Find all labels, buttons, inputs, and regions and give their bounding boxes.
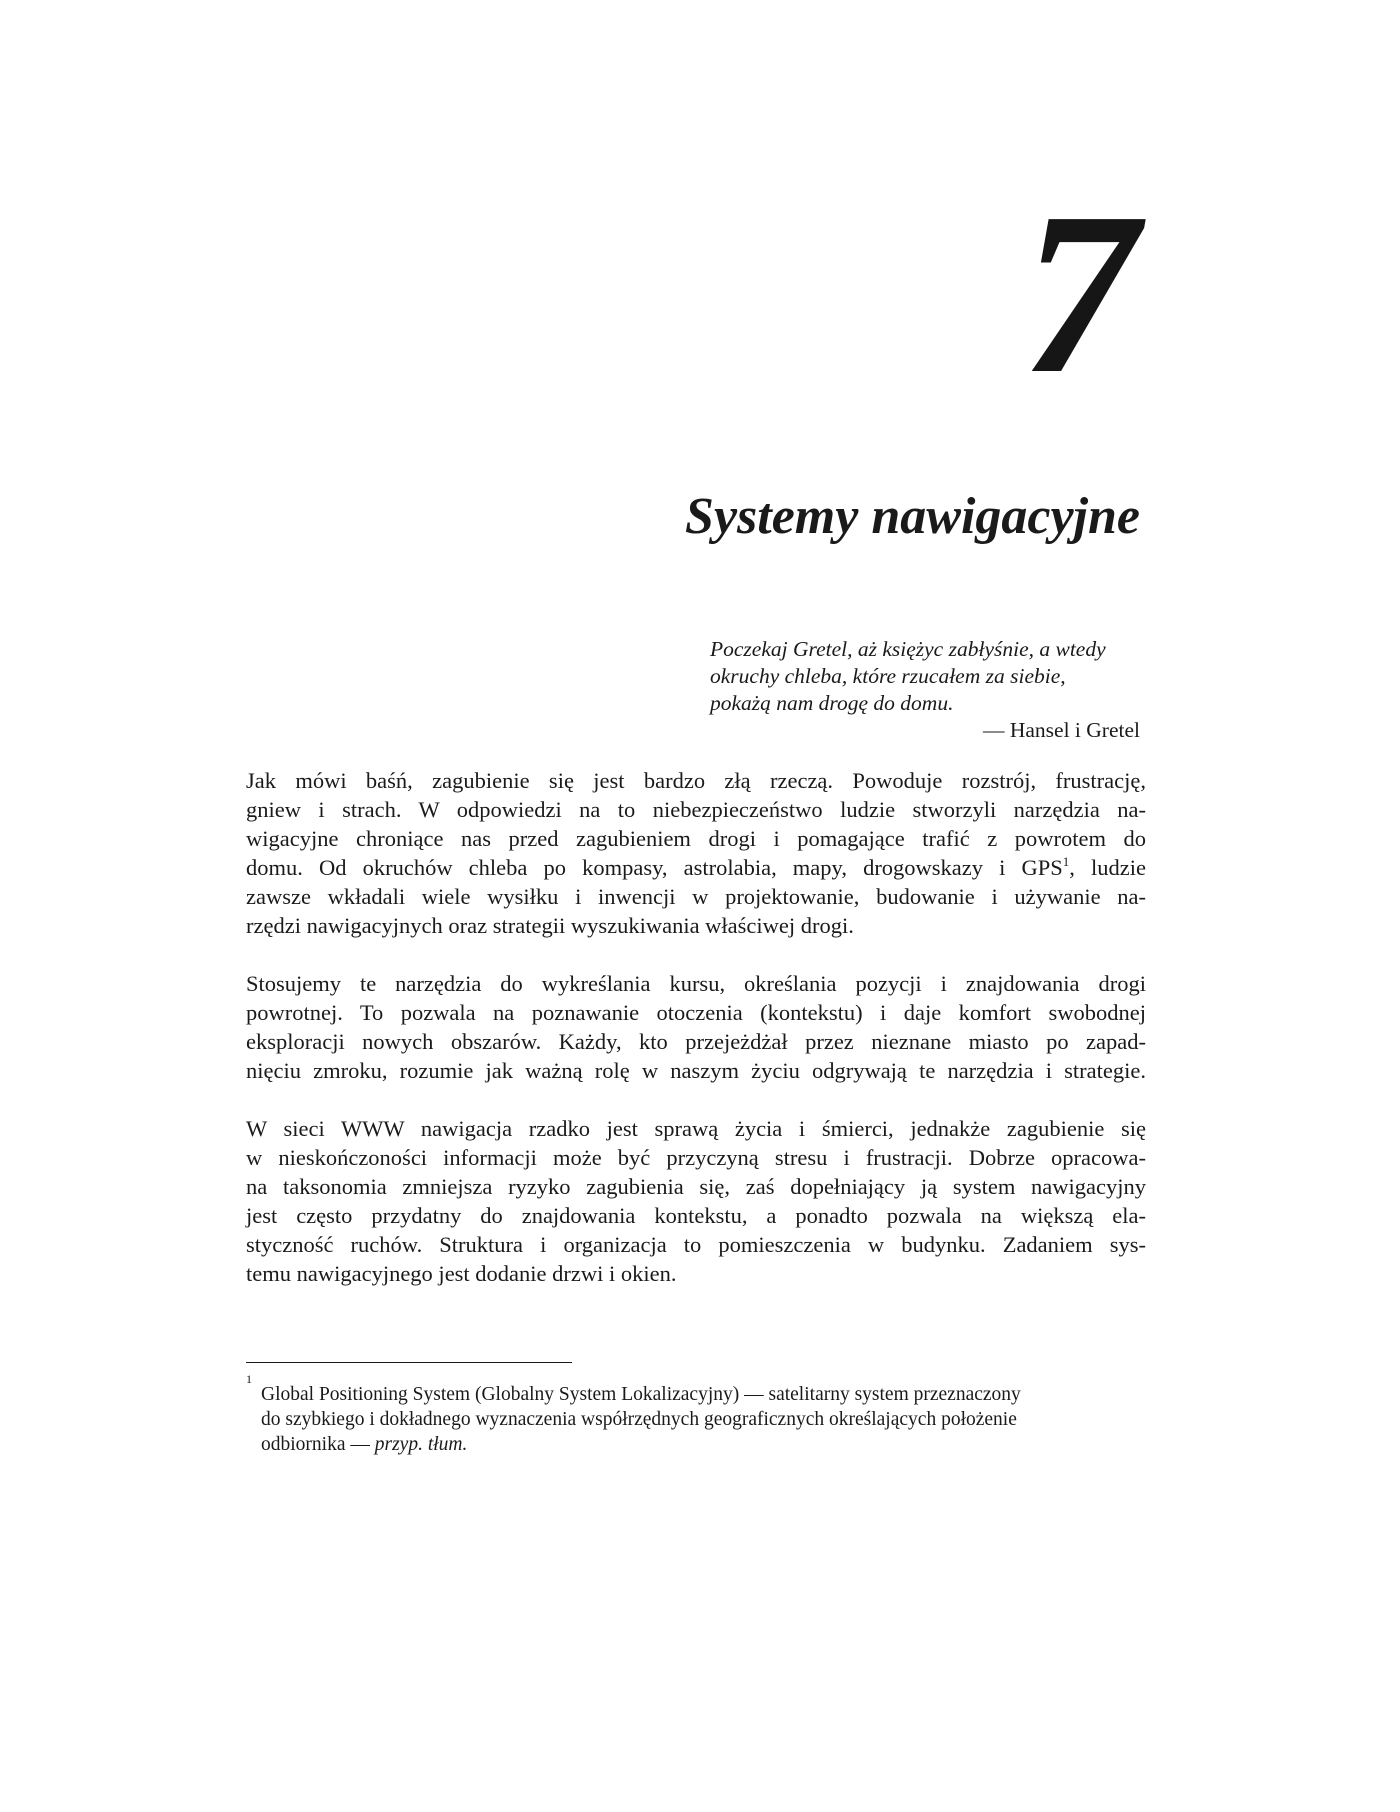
footnote-line: do szybkiego i dokładnego wyznaczenia współrzędnych geograficznych określających położenie <box>261 1409 1017 1430</box>
translator-note: przyp. tłum. <box>374 1434 468 1455</box>
epigraph-line: okruchy chleba, które rzucałem za siebie, <box>710 664 1066 688</box>
chapter-title: Systemy nawigacyjne <box>685 488 1140 545</box>
text-line: powrotnej. To pozwala na poznawanie otoczenia (kontekstu) i daje komfort swobodnej <box>246 1000 1146 1025</box>
epigraph-line: Poczekaj Gretel, aż księżyc zabłyśnie, a wtedy <box>710 637 1106 661</box>
text-line: w nieskończoności informacji może być przyczyną stresu i frustracji. Dobrze opracowa- <box>246 1145 1146 1170</box>
text-line: rzędzi nawigacyjnych oraz strategii wyszukiwania właściwej drogi. <box>246 913 854 938</box>
text-line: jest często przydatny do znajdowania kontekstu, a ponadto pozwala na większą ela- <box>246 1203 1146 1228</box>
text-line <box>246 853 1146 882</box>
text-line: eksploracji nowych obszarów. Każdy, kto przejeżdżał przez nieznane miasto po zapad- <box>246 1029 1146 1054</box>
epigraph-source: — Hansel i Gretel <box>982 718 1140 742</box>
footnote-divider <box>246 1362 572 1363</box>
footnote-reference[interactable]: 1 <box>1062 854 1070 869</box>
epigraph <box>710 636 1140 744</box>
text-line: Stosujemy te narzędzia do wykreślania kursu, określania pozycji i znajdowania drogi <box>246 971 1146 996</box>
text-line: na taksonomia zmniejsza ryzyko zagubienia się, zaś dopełniający ją system nawigacyjny <box>246 1174 1146 1199</box>
chapter-number: 7 <box>1022 165 1138 422</box>
paragraph <box>246 766 1146 940</box>
text-line: Jak mówi baśń, zagubienie się jest bardzo złą rzeczą. Powoduje rozstrój, frustrację, <box>246 768 1146 793</box>
text-segment: , ludzie <box>1069 855 1146 880</box>
text-line: temu nawigacyjnego jest dodanie drzwi i okien. <box>246 1261 677 1286</box>
text-line: wigacyjne chroniące nas przed zagubieniem drogi i pomagające trafić z powrotem do <box>246 826 1146 851</box>
footnote-text <box>261 1382 1146 1457</box>
paragraph <box>246 1114 1146 1288</box>
text-segment: odbiornika — <box>261 1434 375 1455</box>
paragraph <box>246 969 1146 1085</box>
text-line: zawsze wkładali wiele wysiłku i inwencji w projektowanie, budowanie i używanie na- <box>246 884 1146 909</box>
body-text <box>246 766 1146 1317</box>
footnote: 1 Global Positioning System (Globalny System Lokalizacyjny) — satelitarny system przeznaczony do szybkiego i dokładnego wyznaczenia współrzędnych geograficznych określających położenie odbiornika — przyp. tłum. <box>246 1382 1146 1457</box>
text-line: nięciu zmroku, rozumie jak ważną rolę w naszym życiu odgrywają te narzędzia i strategie. <box>246 1058 1146 1083</box>
epigraph-line: pokażą nam drogę do domu. <box>710 691 954 715</box>
text-segment: domu. Od okruchów chleba po kompasy, astrolabia, mapy, drogowskazy i GPS <box>246 855 1063 880</box>
text-line: gniew i strach. W odpowiedzi na to niebezpieczeństwo ludzie stworzyli narzędzia na- <box>246 797 1146 822</box>
footnote-line <box>261 1432 1146 1457</box>
footnote-line: Global Positioning System (Globalny System Lokalizacyjny) — satelitarny system przeznaczony <box>261 1384 1021 1405</box>
text-line: W sieci WWW nawigacja rzadko jest sprawą życia i śmierci, jednakże zagubienie się <box>246 1116 1146 1141</box>
text-line: styczność ruchów. Struktura i organizacja to pomieszczenia w budynku. Zadaniem sys- <box>246 1232 1146 1257</box>
